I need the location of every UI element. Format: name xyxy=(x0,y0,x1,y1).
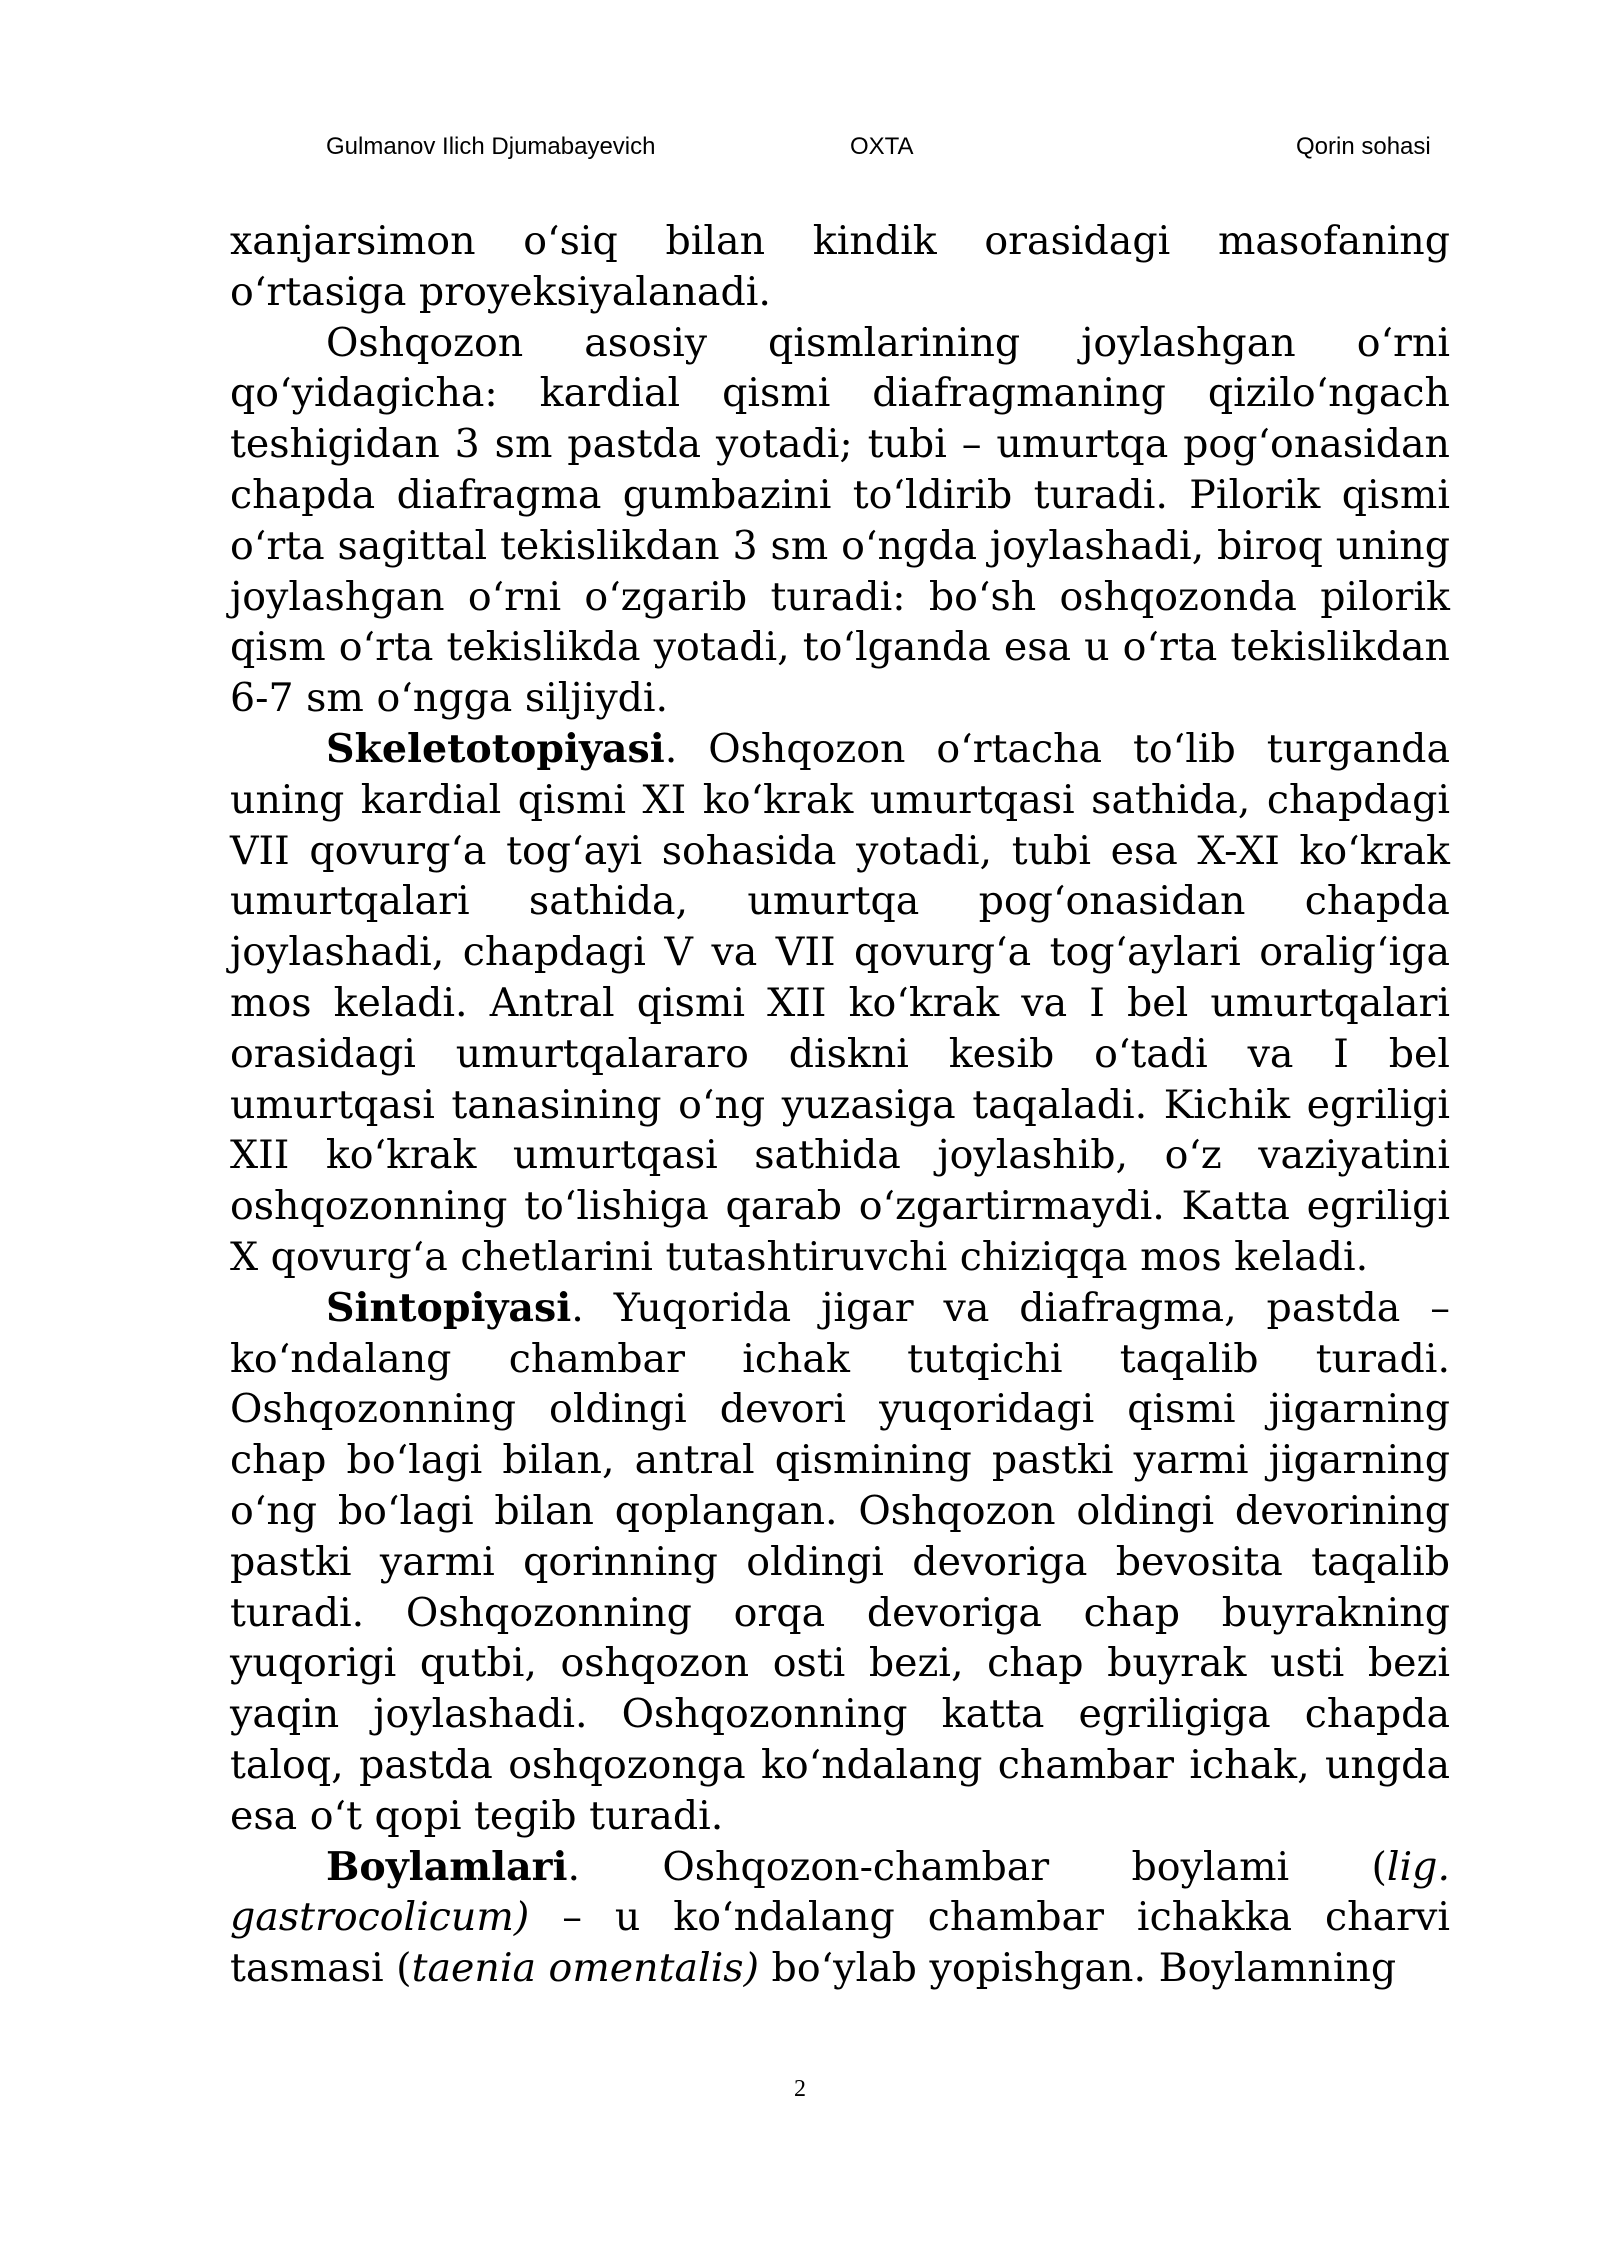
term-skeletotopy: Skeletotopiyasi xyxy=(326,725,665,772)
header-section: Qorin sohasi xyxy=(1296,133,1431,160)
ligaments-text-c: bo‘ylab yopishgan. Boylamning xyxy=(758,1945,1397,1992)
latin-term-gastrocolicum: lig. gastrocolicum) xyxy=(230,1843,1450,1941)
header-author: Gulmanov Ilich Djumabayevich xyxy=(326,133,656,160)
paragraph-syntopy xyxy=(230,1283,1450,1842)
latin-term-taenia: taenia omentalis) xyxy=(411,1945,759,1992)
syntopy-text: . Yuqorida jigar va diafragma, pastda – ko‘ndalang chambar ichak tutqichi taqalib turadi. Oshqozonning oldingi devori yuqoridagi qismi jigarning chap bo‘lagi bilan, antral qismining pastki yarmi jigarning o‘ng bo‘lagi bilan qoplangan. Oshqozon oldingi devorining pastki yarmi qorinning oldingi devoriga bevosita taqalib turadi. Oshqozonning orqa devoriga chap buyrakning yuqorigi qutbi, oshqozon osti bezi, chap buyrak usti bezi yaqin joylashadi. Oshqozonning katta egriligiga chapda taloq, pastda oshqozonga ko‘ndalang chambar ichak, ungda esa o‘t qopi tegib turadi. xyxy=(230,1284,1450,1839)
paragraph-continuation: xanjarsimon o‘siq bilan kindik orasidagi masofaning o‘rtasiga proyeksiyalanadi. xyxy=(230,218,1450,315)
ligaments-text-b: – u ko‘ndalang chambar ichakka charvi tasmasi ( xyxy=(230,1894,1450,1992)
page-number: 2 xyxy=(794,2076,806,2102)
ligaments-text-a: . Oshqozon-chambar boylami ( xyxy=(567,1843,1387,1890)
paragraph-ligaments xyxy=(230,1842,1450,1994)
page-header xyxy=(0,133,1600,163)
paragraph-stomach-parts: Oshqozon asosiy qismlarining joylashgan o‘rni qo‘yidagicha: kardial qismi diafragmaning qizilo‘ngach teshigidan 3 sm pastda yotadi; tubi – umurtqa pog‘onasidan chapda diafragma gumbazini to‘ldirib turadi. Pilorik qismi o‘rta sagittal tekislikdan 3 sm o‘ngda joylashadi, biroq uning joylashgan o‘rni o‘zgarib turadi: bo‘sh oshqozonda pilorik qism o‘rta tekislikda yotadi, to‘lganda esa u o‘rta tekislikdan 6-7 sm o‘ngga siljiydi. xyxy=(230,319,1450,722)
paragraph-skeletotopy xyxy=(230,724,1450,1283)
document-body xyxy=(230,216,1450,1994)
term-ligaments: Boylamlari xyxy=(326,1843,568,1890)
term-syntopy: Sintopiyasi xyxy=(326,1284,572,1331)
skeletotopy-text: . Oshqozon o‘rtacha to‘lib turganda uning kardial qismi XI ko‘krak umurtqasi sathida, chapdagi VII qovurg‘a tog‘ayi sohasida yotadi, tubi esa X-XI ko‘krak umurtqalari sathida, umurtqa pog‘onasidan chapda joylashadi, chapdagi V va VII qovurg‘a tog‘aylari oralig‘iga mos keladi. Antral qismi XII ko‘krak va I bel umurtqalari orasidagi umurtqalararo diskni kesib o‘tadi va I bel umurtqasi tanasining o‘ng yuzasiga taqaladi. Kichik egriligi XII ko‘krak umurtqasi sathida joylashib, o‘z vaziyatini oshqozonning to‘lishiga qarab o‘zgartirmaydi. Katta egriligi X qovurg‘a chetlarini tutashtiruvchi chiziqqa mos keladi. xyxy=(230,725,1450,1280)
header-institution: OXTA xyxy=(850,133,914,160)
